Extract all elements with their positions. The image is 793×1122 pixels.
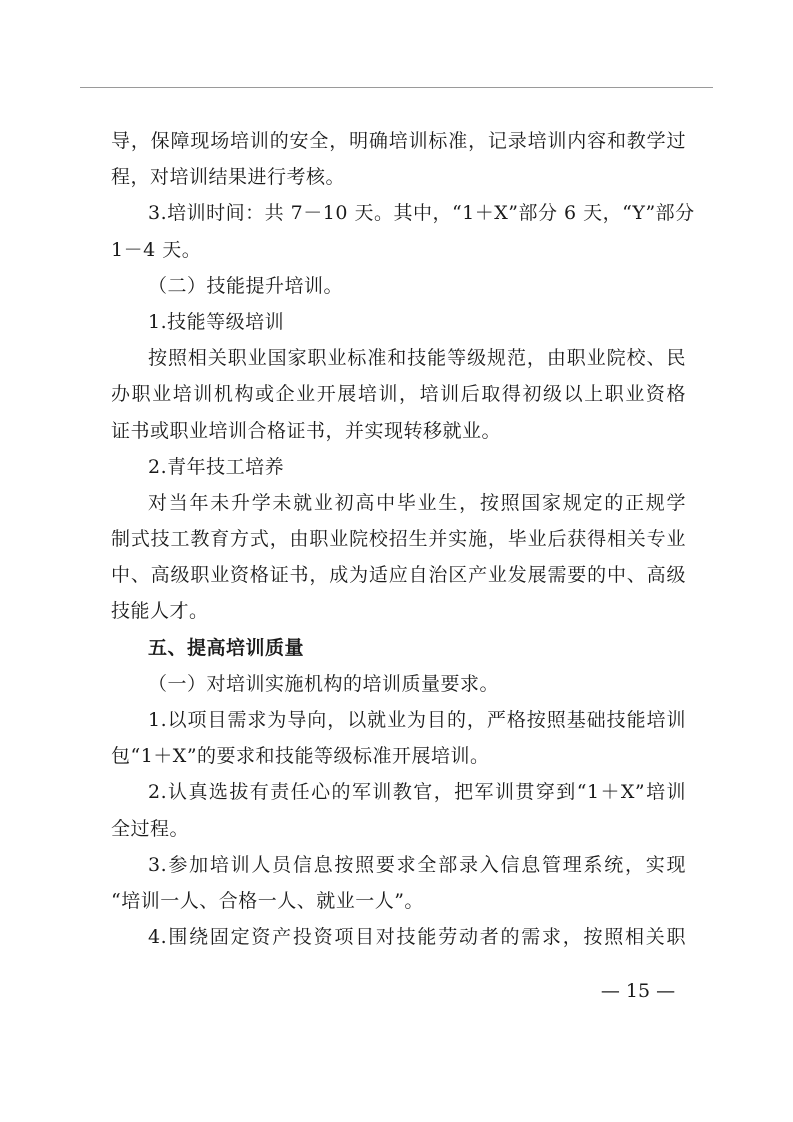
text-line: 对当年未升学未就业初高中毕业生，按照国家规定的正规学 bbox=[148, 491, 686, 514]
text-line: （二）技能提升培训。 bbox=[148, 274, 344, 297]
text-line: 2.青年技工培养 bbox=[148, 455, 285, 478]
text-line: 技能人才。 bbox=[111, 600, 209, 623]
text-line: 包“1＋X”的要求和技能等级标准开展培训。 bbox=[111, 745, 490, 768]
text-line: “培训一人、合格一人、就业一人”。 bbox=[111, 889, 424, 912]
text-line: 3.培训时间：共 7－10 天。其中，“1＋X”部分 6 天，“Y”部分 bbox=[148, 202, 695, 225]
text-line: 4.围绕固定资产投资项目对技能劳动者的需求，按照相关职 bbox=[148, 926, 686, 949]
text-line: 制式技工教育方式，由职业院校招生并实施，毕业后获得相关专业 bbox=[111, 528, 686, 551]
text-line: 1.技能等级培训 bbox=[148, 310, 285, 333]
text-line: 导，保障现场培训的安全，明确培训标准，记录培训内容和教学过 bbox=[111, 130, 686, 152]
text-line: 1－4 天。 bbox=[111, 238, 202, 261]
text-line: 中、高级职业资格证书，成为适应自治区产业发展需要的中、高级 bbox=[111, 564, 686, 587]
header-rule bbox=[80, 87, 713, 88]
text-line: 证书或职业培训合格证书，并实现转移就业。 bbox=[111, 419, 502, 442]
text-line: 程，对培训结果进行考核。 bbox=[111, 166, 346, 189]
text-line: 1.以项目需求为导向，以就业为目的，严格按照基础技能培训 bbox=[148, 709, 686, 731]
text-line: 3.参加培训人员信息按照要求全部录入信息管理系统，实现 bbox=[148, 853, 686, 876]
text-line: 全过程。 bbox=[111, 817, 190, 840]
document-body bbox=[111, 123, 695, 955]
page-number: — 15 — bbox=[600, 980, 676, 1002]
text-line: 2.认真选拔有责任心的军训教官，把军训贯穿到“1＋X”培训 bbox=[148, 781, 686, 804]
text-line: （一）对培训实施机构的培训质量要求。 bbox=[148, 672, 500, 695]
text-line: 按照相关职业国家职业标准和技能等级规范，由职业院校、民 bbox=[148, 347, 686, 370]
text-line: 办职业培训机构或企业开展培训，培训后取得初级以上职业资格 bbox=[111, 383, 686, 406]
section-heading: 五、提高培训质量 bbox=[148, 636, 305, 659]
